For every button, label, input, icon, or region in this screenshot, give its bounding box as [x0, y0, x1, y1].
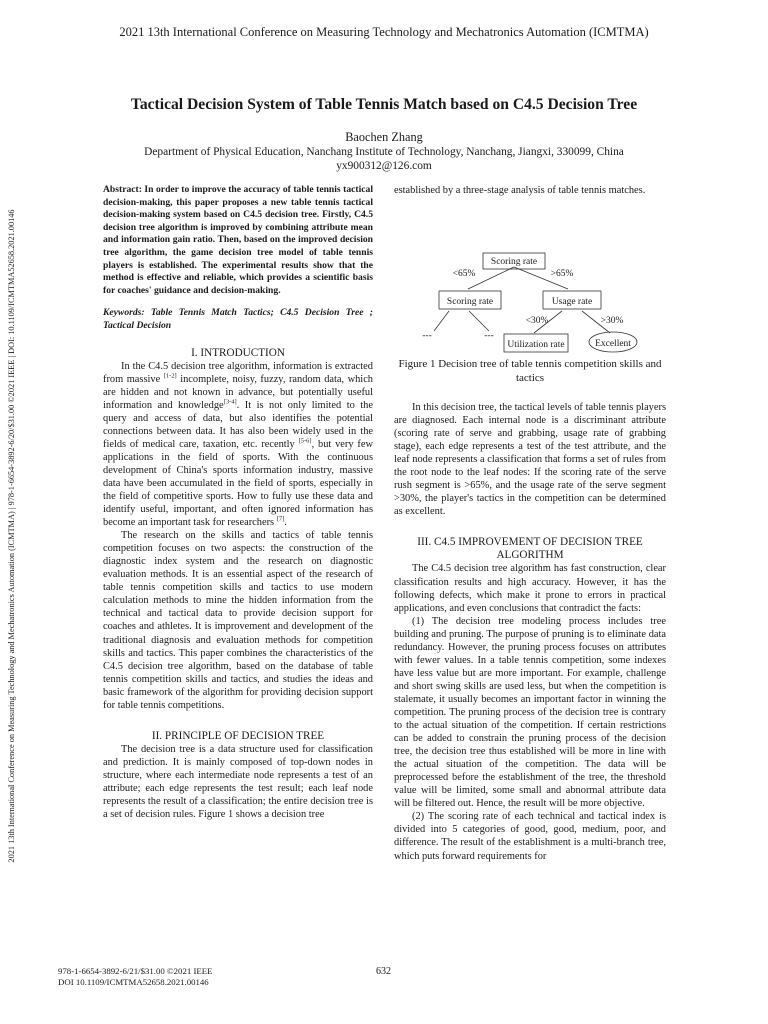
section-heading-introduction: I. INTRODUCTION: [191, 346, 285, 359]
author-email: yx900312@126.com: [336, 160, 432, 172]
c45-paragraph-3: (2) The scoring rate of each technical and tactical index is divided into 5 categories of good, good, medium, poor, and difference. The result of the establishment is a multi-branch tree, which puts forward requirements for: [394, 811, 666, 862]
ellipsis-right: ---: [484, 331, 494, 342]
keywords: Keywords: Table Tennis Match Tactics; C4.5 Decision Tree ; Tactical Decision: [103, 307, 373, 331]
text-run: .: [284, 517, 287, 529]
figure-1-caption: Figure 1 Decision tree of table tennis competition skills and tactics: [398, 358, 662, 385]
citation: [5-6]: [298, 437, 312, 445]
decision-tree-diagram: [394, 209, 666, 351]
text-run: In the C4.5 decision tree algorithm, information is extracted from massive: [103, 360, 373, 385]
ellipsis-left: ---: [422, 331, 432, 342]
section-heading-c45-line2: ALGORITHM: [496, 549, 564, 562]
node-utilization-rate-label: Utilization rate: [507, 340, 565, 351]
paper-author: Baochen Zhang: [345, 130, 423, 144]
node-excellent-label: Excellent: [595, 339, 631, 350]
citation: [7]: [276, 515, 285, 523]
side-identifier-strip: 2021 13th International Conference on Measuring Technology and Mechatronics Automation (ICMTMA) | 978-1-6654-3892-6/20/$31.00 ©2021 IEEE | DOI: 10.1109/ICMTMA52658.2021.00146: [7, 209, 16, 863]
node-usage-rate-label: Usage rate: [551, 297, 593, 308]
page-number: 632: [376, 966, 391, 977]
figure-1-decision-tree: [394, 209, 666, 351]
intro-paragraph-2: The research on the skills and tactics of table tennis competition focuses on two aspects: the construction of the diagnostic index system and the research on diagnostic evaluation methods. It is an essential aspect of the research of table tennis competition skills and tactics to use modern calculation methods to mine the hidden information from the technical and tactical data to provide decision support for coaches and athletes. It is improvement and development of the traditional diagnosis and evaluation methods for competition skills and tactics. This paper combines the characteristics of the C4.5 decision tree algorithm, based on the database of table tennis competition skills and tactics, and studies the ideas and basic framework of the algorithm for providing decision support for table tennis competitions.: [103, 530, 373, 711]
edge-label-lt30: <30%: [525, 316, 549, 327]
conference-header: 2021 13th International Conference on Measuring Technology and Mechatronics Automation (ICMTMA): [119, 25, 649, 39]
citation: [1-2]: [163, 372, 177, 380]
node-root-label: Scoring rate: [490, 257, 538, 268]
tree-explanation-paragraph: In this decision tree, the tactical levels of table tennis players are diagnosed. Each internal node is a discriminant attribute (scoring rate of serve and grabbing, usage rate of grabbing stage), each edge represents a test of the test attribute, and the leaf node represents a classification that forms a set of rules from the root node to the leaf nodes: If the scoring rate of the serve rush segment is >65%, and the usage rate of the serve segment >30%, the player's tactics in the competition can be determined as excellent.: [394, 402, 666, 518]
left-column: [103, 184, 373, 821]
edge-label-gt30: >30%: [600, 316, 624, 327]
section-heading-c45-line1: III. C4.5 IMPROVEMENT OF DECISION TREE: [417, 536, 643, 549]
section-heading-principle: II. PRINCIPLE OF DECISION TREE: [151, 729, 325, 742]
intro-paragraph-1: [103, 360, 373, 530]
abstract: Abstract: In order to improve the accuracy of table tennis tactical decision-making, this paper proposes a new table tennis tactical decision-making system based on C4.5 decision tree. Firstly, C4.5 decision tree algorithm is improved by combining attribute mean and information gain ratio. Then, based on the improved decision tree algorithm, the game decision tree model of table tennis players is established. The experimental results show that the method is effective and reliable, which provides a scientific basis for coaches' guidance and decision-making.: [103, 184, 373, 296]
footer-doi: DOI 10.1109/ICMTMA52658.2021.00146: [58, 977, 209, 987]
text-run: , but very few applications in the field of sports. With the continuous development of China's sports information industry, massive data have been accumulated in the field of sports, especially in the field of competitive sports. How to fully use these data and identify useful, important, and often ignored information has become an important task for researchers: [103, 438, 373, 529]
text-run: incomplete, noisy, fuzzy, random data, which are hidden and not known in advance, but potentially useful information and knowledge: [103, 373, 373, 411]
c45-paragraph-2: (1) The decision tree modeling process includes tree building and pruning. The purpose of pruning is to eliminate data redundancy. However, the pruning process focuses on attributes with fewer values. In a table tennis competition, some indexes have less value but are more important. For example, challenge and short swing skills are used less, but when the competition is stalemate, it usually becomes an important factor in winning the competition. The pruning process of the decision tree is contrary to the actual situation of the competition. If certain restrictions can be added to constrain the pruning process of the decision tree, the decision tree thus established will be more in line with the actual situation of the competition. The data will be preprocessed before the establishment of the tree, the threshold value will be limited, some small and abnormal attribute data will be filtered out. Hence, the result will be more objective.: [394, 615, 666, 810]
footer-isbn: 978-1-6654-3892-6/21/$31.00 ©2021 IEEE: [58, 966, 213, 976]
paper-title: Tactical Decision System of Table Tennis Match based on C4.5 Decision Tree: [130, 96, 638, 113]
edge-left-down-2: [469, 311, 489, 331]
text-run: . It is not only limited to the query and access of data, but also identifies the potential connections between data. It has also been widely used in the fields of medical care, taxation, etc. recently: [103, 399, 373, 450]
footer-identifiers: [58, 966, 213, 988]
edge-label-lt65: <65%: [452, 269, 476, 280]
principle-paragraph-1: The decision tree is a data structure used for classification and prediction. It is mainly composed of top-down nodes in structure, where each intermediate node represents a test of an attribute; each edge represents the test result; each leaf node represents the result of a classification; the entire decision tree is a set of decision rules. Figure 1 shows a decision tree: [103, 743, 373, 821]
node-scoring-rate-label: Scoring rate: [446, 297, 494, 308]
right-column: [394, 184, 666, 863]
citation: [3-4]: [223, 398, 237, 406]
edge-label-gt65: >65%: [550, 269, 574, 280]
c45-paragraph-1: The C4.5 decision tree algorithm has fast construction, clear classification results and high accuracy. However, it has the following defects, which make it prone to errors in practical applications, and even conclusions that contradict the facts:: [394, 563, 666, 614]
edge-left-down-1: [434, 311, 449, 331]
principle-paragraph-continued: established by a three-stage analysis of table tennis matches.: [394, 185, 646, 196]
author-affiliation: Department of Physical Education, Nanchang Institute of Technology, Nanchang, Jiangxi, 330099, China: [144, 146, 624, 158]
